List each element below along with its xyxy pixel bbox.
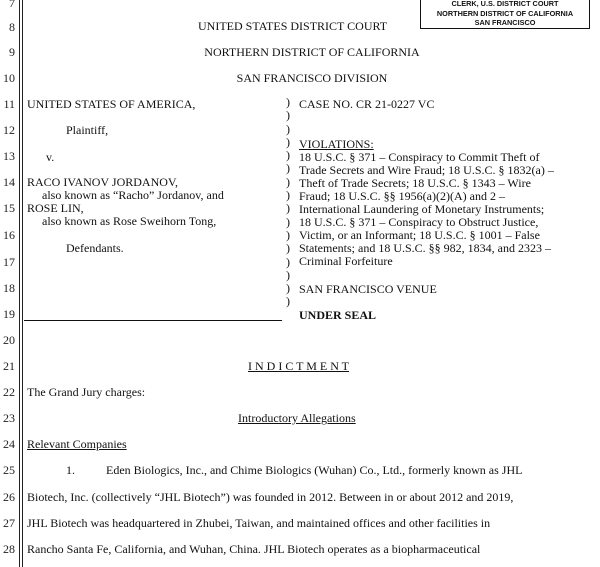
line-number: 20 xyxy=(3,333,15,347)
paragraph-line: Eden Biologics, Inc., and Chime Biologics (Wuhan) Co., Ltd., formerly known as JHL xyxy=(106,463,523,477)
line-number: 10 xyxy=(3,71,15,85)
line-number: 9 xyxy=(9,45,15,59)
indictment-title: I N D I C T M E N T xyxy=(248,359,350,373)
violation-line: Trade Secrets and Wire Fraud; 18 U.S.C. § 1832(a) – xyxy=(299,163,554,177)
line-number: 13 xyxy=(3,149,15,163)
violations-heading: VIOLATIONS: xyxy=(299,137,374,151)
line-number: 14 xyxy=(3,175,15,189)
violation-line: Theft of Trade Secrets; 18 U.S.C. § 1343 – Wire xyxy=(299,176,531,190)
paragraph-line: Biotech, Inc. (collectively “JHL Biotech”) was founded in 2012. Between in or about 2012 and 2019, xyxy=(27,490,514,504)
line-number: 17 xyxy=(3,255,15,269)
defendant-alias: also known as “Racho” Jordanov, and xyxy=(42,188,224,202)
venue: SAN FRANCISCO VENUE xyxy=(299,282,437,296)
grand-jury-charges: The Grand Jury charges: xyxy=(27,385,146,399)
plaintiff-name: UNITED STATES OF AMERICA, xyxy=(27,97,196,111)
caption-underline xyxy=(24,320,282,321)
paragraph-line: Rancho Santa Fe, California, and Wuhan, China. JHL Biotech operates as a biopharmaceutical xyxy=(27,542,481,556)
line-number: 24 xyxy=(3,437,15,451)
line-number: 7 xyxy=(9,0,15,10)
line-number: 19 xyxy=(3,307,15,321)
violation-line: 18 U.S.C. § 371 – Conspiracy to Commit Theft of xyxy=(299,150,540,164)
stamp-line: SAN FRANCISCO xyxy=(474,18,536,27)
defendant-alias: also known as Rose Sweihorn Tong, xyxy=(42,214,217,228)
line-number: 15 xyxy=(3,201,15,215)
stamp-line: NORTHERN DISTRICT OF CALIFORNIA xyxy=(436,8,574,18)
violation-line: 18 U.S.C. § 371 – Conspiracy to Obstruct Justice, xyxy=(299,215,539,229)
line-number: 22 xyxy=(3,385,15,399)
paragraph-number: 1. xyxy=(66,463,75,477)
subsection-title: Relevant Companies xyxy=(27,437,127,451)
line-number: 21 xyxy=(3,359,15,373)
defendants-role: Defendants. xyxy=(66,241,124,255)
violation-line: Criminal Forfeiture xyxy=(299,254,393,268)
line-number: 25 xyxy=(3,463,15,477)
case-number: CASE NO. CR 21-0227 VC xyxy=(299,97,435,111)
violation-line: Statements; and 18 U.S.C. §§ 982, 1834, and 2323 – xyxy=(299,241,551,255)
line-number: 26 xyxy=(3,490,15,504)
line-number: 27 xyxy=(3,516,15,530)
section-title: Introductory Allegations xyxy=(238,411,356,425)
court-district: NORTHERN DISTRICT OF CALIFORNIA xyxy=(204,45,420,59)
line-number: 8 xyxy=(9,20,15,34)
line-number: 11 xyxy=(3,97,15,111)
violation-line: Fraud; 18 U.S.C. §§ 1956(a)(2)(A) and 2 – xyxy=(299,189,505,203)
stamp-line: CLERK, U.S. DISTRICT COURT xyxy=(451,0,559,8)
line-number: 18 xyxy=(3,281,15,295)
court-division: SAN FRANCISCO DIVISION xyxy=(236,71,388,85)
plaintiff-role: Plaintiff, xyxy=(66,123,109,137)
line-number: 12 xyxy=(3,123,15,137)
margin-rule xyxy=(22,0,23,567)
court-name: UNITED STATES DISTRICT COURT xyxy=(198,19,388,33)
violation-line: Victim, or an Informant; 18 U.S.C. § 1001 – False xyxy=(299,228,540,242)
violation-line: International Laundering of Monetary Instruments; xyxy=(299,202,545,216)
versus: v. xyxy=(46,150,55,164)
clerk-stamp xyxy=(420,0,590,29)
defendant-name: ROSE LIN, xyxy=(27,201,84,215)
defendant-name: RACO IVANOV JORDANOV, xyxy=(27,175,179,189)
line-number: 16 xyxy=(3,228,15,242)
line-number: 28 xyxy=(3,542,15,556)
line-number: 23 xyxy=(3,411,15,425)
margin-rule xyxy=(19,0,20,567)
caption-parentheses: ) ) ) ) ) ) ) ) ) ) ) ) ) ) ) ) xyxy=(286,95,290,309)
paragraph-line: JHL Biotech was headquartered in Zhubei, Taiwan, and maintained offices and other facilities in xyxy=(27,516,491,530)
seal-notice: UNDER SEAL xyxy=(299,308,377,322)
